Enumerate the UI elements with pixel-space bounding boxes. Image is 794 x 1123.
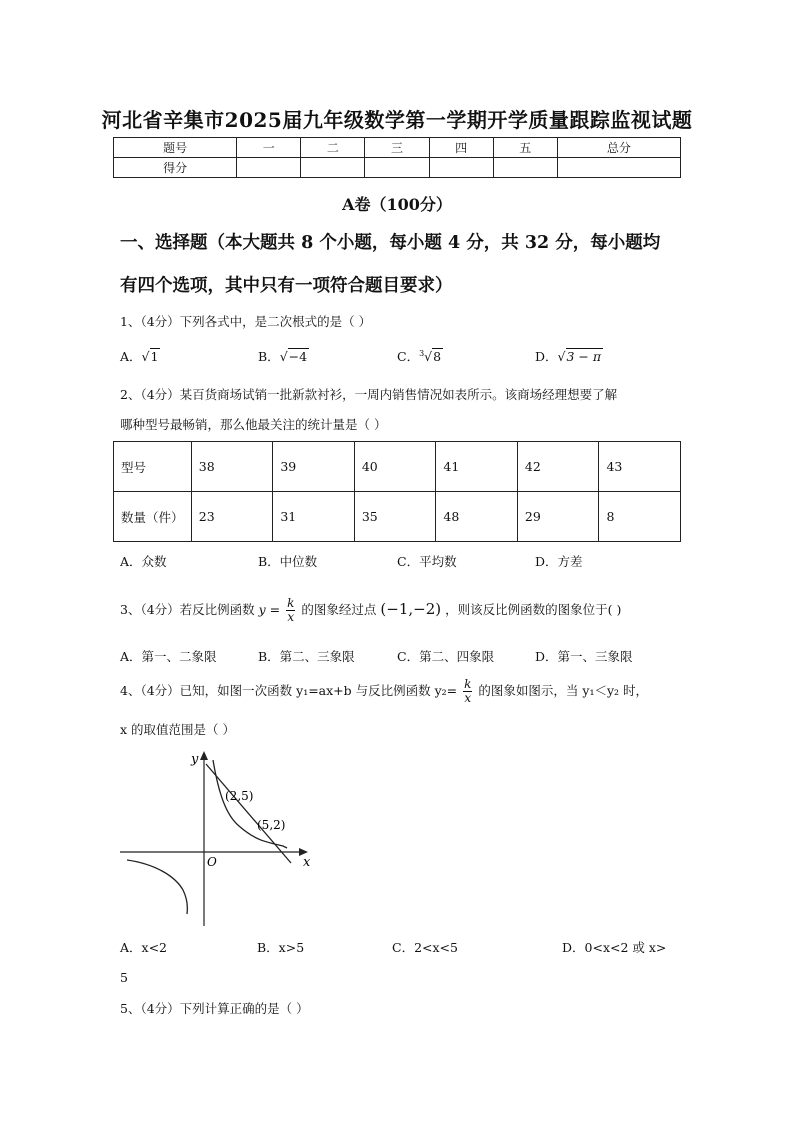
option-a: A．√1 xyxy=(120,349,159,364)
sales-row-count xyxy=(114,492,681,542)
table-cell: 29 xyxy=(517,492,599,542)
option-b: B．第二、三象限 xyxy=(258,649,355,664)
point-coordinates: (−1,−2) xyxy=(380,600,442,618)
score-table-row xyxy=(114,158,681,178)
table-cell: 43 xyxy=(599,442,681,492)
point-label-2-5: (2,5) xyxy=(225,789,254,803)
option-label: B． xyxy=(258,349,280,364)
table-cell: 35 xyxy=(354,492,436,542)
score-cell xyxy=(365,158,429,178)
question-2-stem-line2: 哪种型号最畅销，那么他最关注的统计量是（ ） xyxy=(120,417,387,432)
question-3-options xyxy=(120,647,685,669)
numerator: k xyxy=(464,677,472,691)
radicand: 8 xyxy=(433,349,442,364)
score-cell xyxy=(237,158,301,178)
table-cell: 40 xyxy=(354,442,436,492)
option-d: D．0<x<2 或 x> xyxy=(562,940,667,955)
score-header-cell: 题号 xyxy=(114,138,237,158)
score-header-cell: 一 xyxy=(237,138,301,158)
origin-label: O xyxy=(207,855,217,869)
option-a: A．众数 xyxy=(120,554,167,569)
option-d: D．√3 − π xyxy=(535,349,602,364)
question-4-stem xyxy=(120,676,685,706)
point-label-5-2: (5,2) xyxy=(257,818,286,832)
table-cell: 8 xyxy=(599,492,681,542)
part-heading-line2: 有四个选项，其中只有一项符合题目要求） xyxy=(120,276,453,296)
option-b: B．中位数 xyxy=(258,554,318,569)
option-label: A． xyxy=(120,349,142,364)
table-cell: 48 xyxy=(436,492,518,542)
score-header-cell: 三 xyxy=(365,138,429,158)
sales-table xyxy=(113,441,681,542)
score-cell xyxy=(557,158,680,178)
question-3-stem xyxy=(120,594,685,625)
table-cell: 39 xyxy=(273,442,355,492)
option-label: D． xyxy=(535,349,558,364)
stem-text: 的图象经过点 xyxy=(301,602,377,617)
function-lhs: y = xyxy=(258,602,281,617)
table-cell: 23 xyxy=(191,492,273,542)
question-5-stem: 5、（4分）下列计算正确的是（ ） xyxy=(120,1001,309,1016)
option-c: C．2<x<5 xyxy=(392,940,458,955)
option-b: B．√−4 xyxy=(258,349,308,364)
sales-row-size xyxy=(114,442,681,492)
table-cell: 38 xyxy=(191,442,273,492)
score-table xyxy=(113,137,681,178)
stem-text: 4、（4分）已知，如图一次函数 y₁=ax+b 与反比例函数 y₂= xyxy=(120,683,458,698)
exam-title: 河北省辛集市2025届九年级数学第一学期开学质量跟踪监视试题 xyxy=(101,108,693,132)
option-label: C． xyxy=(397,349,420,364)
stem-text: 3、（4分）若反比例函数 xyxy=(120,602,255,617)
question-2-stem-line1: 2、（4分）某百货商场试销一批新款衬衫，一周内销售情况如表所示。该商场经理想要了解 xyxy=(120,387,618,402)
score-header-cell: 总分 xyxy=(557,138,680,158)
fraction-k-over-x xyxy=(286,597,295,624)
score-cell xyxy=(429,158,493,178)
denominator: x xyxy=(287,610,295,624)
stem-text: ，则该反比例函数的图象位于( ) xyxy=(445,602,622,617)
question-1-stem: 1、（4分）下列各式中，是二次根式的是（ ） xyxy=(120,314,372,329)
score-header-cell: 四 xyxy=(429,138,493,158)
function-graph xyxy=(115,746,325,928)
numerator: k xyxy=(287,596,295,610)
option-a: A．第一、二象限 xyxy=(120,649,217,664)
linear-function-line xyxy=(206,764,291,863)
section-heading: A卷（100分） xyxy=(342,195,452,214)
x-axis-label: x xyxy=(303,855,311,870)
option-d: D．方差 xyxy=(535,554,583,569)
y-axis-arrow-icon xyxy=(200,751,208,760)
part-heading-line1: 一、选择题（本大题共 8 个小题，每小题 4 分，共 32 分，每小题均 xyxy=(120,233,661,253)
option-a: A．x<2 xyxy=(120,940,168,955)
radicand: 3 − π xyxy=(566,349,602,364)
hyperbola-branch-q1 xyxy=(213,760,287,848)
table-cell: 42 xyxy=(517,442,599,492)
option-c: C．第二、四象限 xyxy=(397,649,495,664)
question-4-options xyxy=(120,938,685,960)
y-axis-label: y xyxy=(191,752,199,767)
question-2-options xyxy=(120,552,685,574)
denominator: x xyxy=(464,691,472,705)
score-header-cell: 五 xyxy=(493,138,557,158)
option-c: C．$^3$√8 xyxy=(397,348,442,364)
radicand: −4 xyxy=(288,349,308,364)
score-cell xyxy=(493,158,557,178)
score-header-cell: 二 xyxy=(301,138,365,158)
table-cell: 数量（件） xyxy=(114,492,192,542)
table-cell: 31 xyxy=(273,492,355,542)
question-4-stem-line2: x 的取值范围是（ ） xyxy=(120,722,235,737)
root-index: 3 xyxy=(419,348,425,358)
question-1-options xyxy=(120,347,685,369)
option-b: B．x>5 xyxy=(257,940,305,955)
stem-text: 的图象如图示，当 y₁＜y₂ 时， xyxy=(478,683,648,698)
score-table-header-row xyxy=(114,138,681,158)
fraction-k-over-x xyxy=(463,678,472,705)
option-c: C．平均数 xyxy=(397,554,457,569)
score-row-label: 得分 xyxy=(114,158,237,178)
table-cell: 41 xyxy=(436,442,518,492)
hyperbola-branch-q3 xyxy=(127,860,187,914)
table-cell: 型号 xyxy=(114,442,192,492)
option-d-wrap: 5 xyxy=(120,970,128,985)
radicand: 1 xyxy=(150,349,159,364)
score-cell xyxy=(301,158,365,178)
option-d: D．第一、三象限 xyxy=(535,649,633,664)
